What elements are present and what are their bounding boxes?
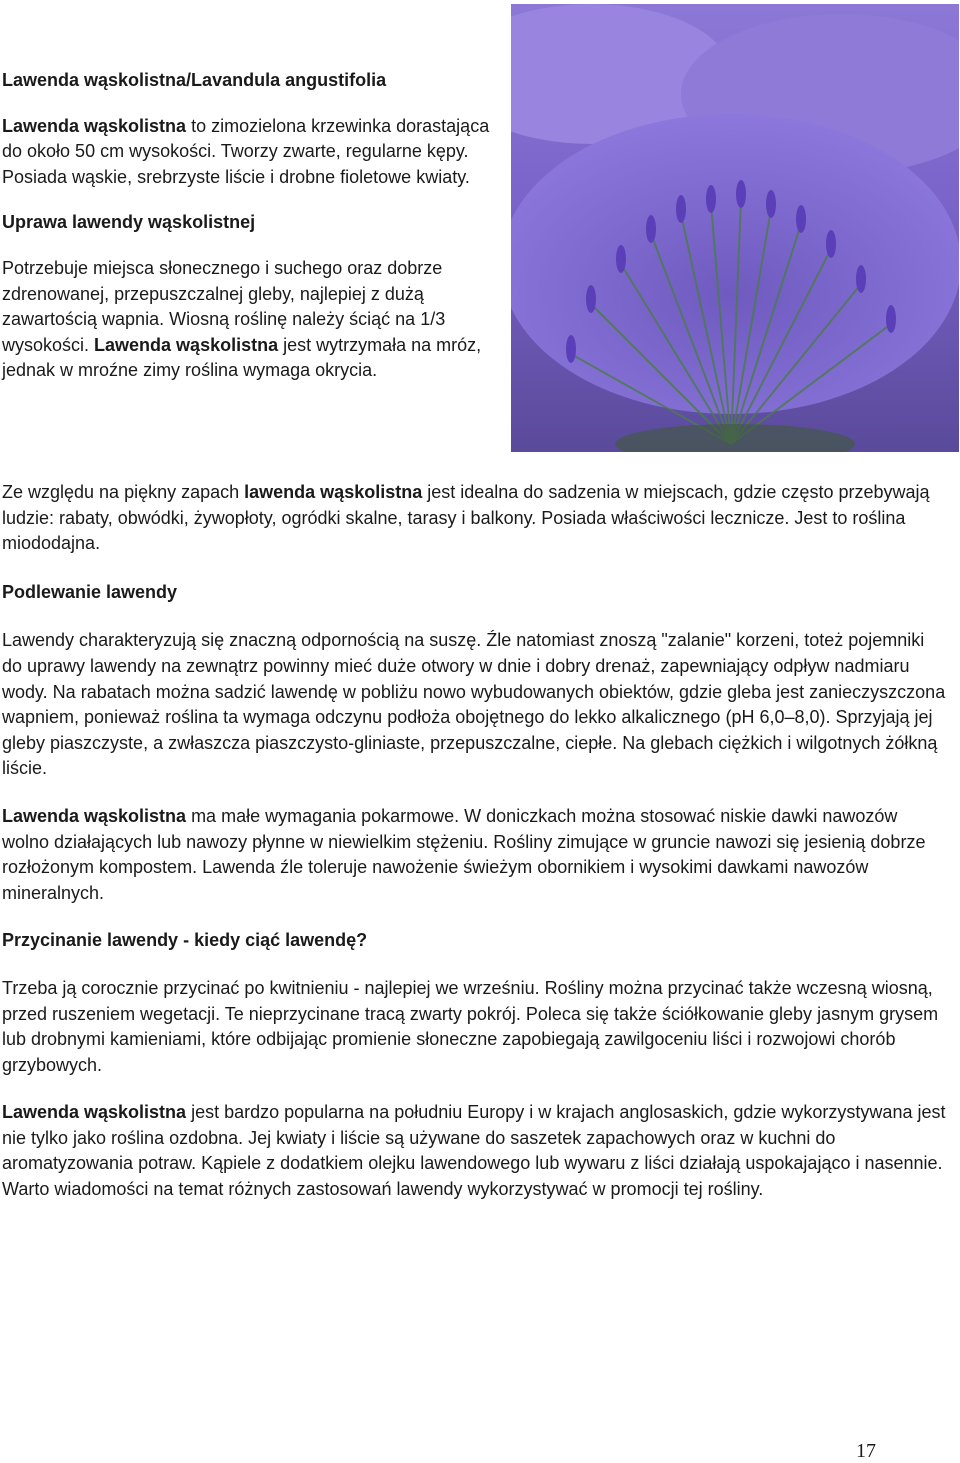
intro-section bbox=[2, 68, 502, 384]
intro-paragraph: Lawenda wąskolistna to zimozielona krzewinka dorastająca do około 50 cm wysokości. Tworzy zwarte, regularne kępy. Posiada wąskie, srebrzyste liście i drobne fioletowe kwiaty. bbox=[2, 115, 490, 187]
popularnosc-paragraph: Lawenda wąskolistna jest bardzo popularna na południu Europy i w krajach anglosaskich, gdzie wykorzystywana jest nie tylko jako roślina ozdobna. Jej kwiaty i liście są używane do saszetek zapachowych oraz w kuchni do aromatyzowania potraw. Kąpiele z dodatkiem olejku lawendowego lub wywaru z liści działają uspokajająco i nasennie. Warto wiadomości na temat różnych zastosowań lawendy wykorzystywać w promocji tej rośliny. bbox=[2, 1102, 946, 1200]
uprawa-paragraph: Potrzebuje miejsca słonecznego i suchego oraz dobrze zdrenowanej, przepuszczalnej gleby, najlepiej z dużą zawartością wapnia. Wiosną roślinę należy ściąć na 1/3 wysokości. Lawenda wąskolistna jest wytrzymała na mróz, jednak w mroźne zimy roślina wymaga okrycia. bbox=[2, 257, 482, 381]
document-title: Lawenda wąskolistna/Lavandula angustifolia bbox=[2, 70, 387, 90]
heading-przycinanie: Przycinanie lawendy - kiedy ciąć lawendę? bbox=[2, 930, 368, 951]
main-text bbox=[2, 480, 947, 1203]
nawozenie-paragraph: Lawenda wąskolistna ma małe wymagania pokarmowe. W doniczkach można stosować niskie dawki nawozów wolno działających lub nawozy płynne w niewielkim stężeniu. Rośliny zimujące w gruncie nawozi się jesienią dobrze rozłożonym kompostem. Lawenda źle toleruje nawożenie świeżym obornikiem i wysokimi dawkami nawozów mineralnych. bbox=[2, 805, 926, 903]
heading-podlewanie: Podlewanie lawendy bbox=[2, 581, 178, 602]
zapach-paragraph: Ze względu na piękny zapach lawenda wąskolistna jest idealna do sadzenia w miejscach, gdzie często przebywają ludzie: rabaty, obwódki, żywopłoty, ogródki skalne, tarasy i balkony. Posiada właściwości lecznicze. Jest to roślina miododajna. bbox=[2, 482, 930, 554]
lavender-field-icon bbox=[511, 4, 959, 452]
heading-uprawa: Uprawa lawendy wąskolistnej bbox=[2, 212, 256, 233]
page-number: 17 bbox=[856, 1440, 876, 1462]
podlewanie-paragraph: Lawendy charakteryzują się znaczną odpornością na suszę. Źle natomiast znoszą "zalanie" korzeni, toteż pojemniki do uprawy lawendy na zewnątrz powinny mieć duże otwory w dnie i dobry drenaż, zapewniający odpływ nadmiaru wody. Na rabatach można sadzić lawendę w pobliżu nowo wybudowanych obiektów, gdzie gleba jest zanieczyszczona wapniem, ponieważ roślina ta wymaga odczynu podłoża obojętnego do lekko alkalicznego (pH 6,0–8,0). Sprzyjają jej gleby piaszczyste, a zwłaszcza piaszczysto-gliniaste, przepuszczalne, ciepłe. Na glebach ciężkich i wilgotnych żółkną liście. bbox=[2, 630, 946, 779]
lavender-photo bbox=[511, 4, 959, 452]
przycinanie-paragraph: Trzeba ją corocznie przycinać po kwitnieniu - najlepiej we wrześniu. Rośliny można przycinać także wczesną wiosną, przed ruszeniem wegetacji. Te nieprzycinane tracą zwarty pokrój. Poleca się także ściółkowanie gleby jasnym grysem lub drobnymi kamieniami, które odbijając promienie słoneczne zapobiegają zawilgoceniu liści i rozwojowi chorób grzybowych. bbox=[2, 977, 939, 1075]
